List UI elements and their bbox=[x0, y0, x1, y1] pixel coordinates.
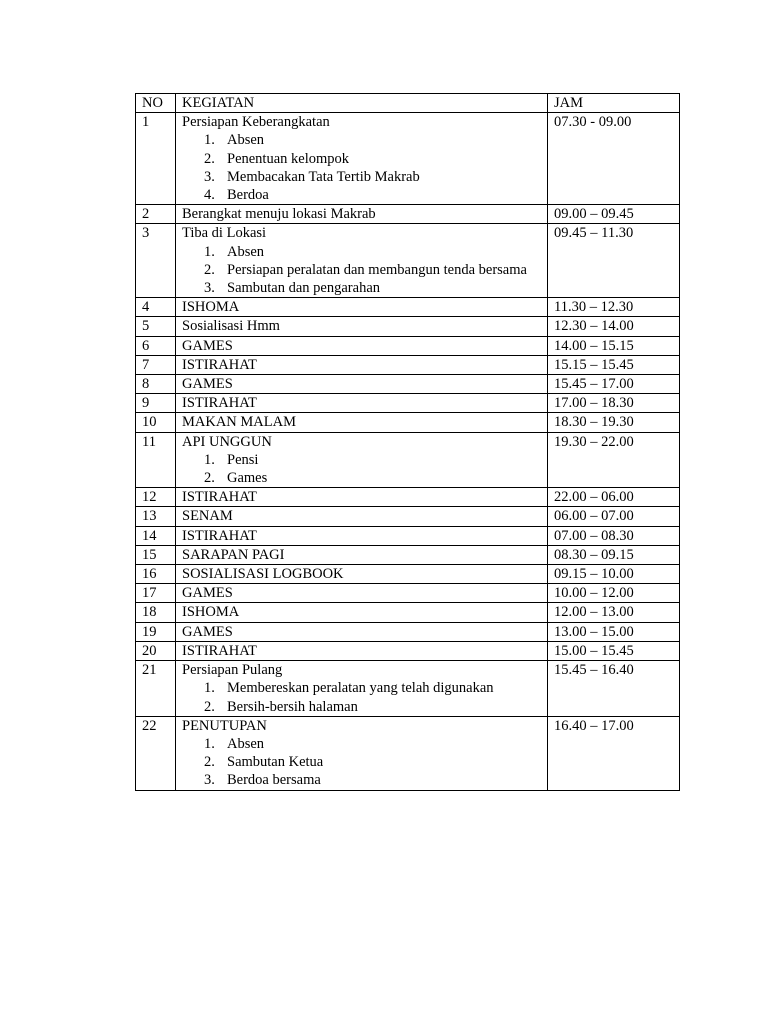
schedule-table bbox=[135, 93, 680, 791]
list-item bbox=[182, 469, 541, 487]
row-number: 16 bbox=[136, 565, 176, 584]
table-row bbox=[136, 355, 680, 374]
time-cell: 15.00 – 15.45 bbox=[548, 641, 680, 660]
table-row bbox=[136, 394, 680, 413]
activity-title: GAMES bbox=[182, 376, 233, 393]
list-item bbox=[182, 451, 541, 469]
table-row bbox=[136, 298, 680, 317]
table-row bbox=[136, 317, 680, 336]
list-item bbox=[182, 679, 541, 697]
row-number: 17 bbox=[136, 584, 176, 603]
activity-title: Sosialisasi Hmm bbox=[182, 318, 280, 335]
list-item-text: Membacakan Tata Tertib Makrab bbox=[227, 168, 420, 185]
table-row bbox=[136, 565, 680, 584]
list-item-text: Persiapan peralatan dan membangun tenda bersama bbox=[227, 261, 527, 278]
activity-title: Tiba di Lokasi bbox=[182, 225, 267, 242]
activity-cell bbox=[176, 375, 548, 394]
time-cell: 06.00 – 07.00 bbox=[548, 507, 680, 526]
activity-title: ISTIRAHAT bbox=[182, 527, 257, 544]
activity-title: ISTIRAHAT bbox=[182, 395, 257, 412]
time-cell: 08.30 – 09.15 bbox=[548, 545, 680, 564]
table-row bbox=[136, 432, 680, 488]
list-item-number: 1. bbox=[204, 451, 215, 468]
row-number: 22 bbox=[136, 716, 176, 790]
list-item-text: Absen bbox=[227, 243, 265, 260]
table-row bbox=[136, 375, 680, 394]
table-row bbox=[136, 584, 680, 603]
row-number: 3 bbox=[136, 224, 176, 298]
list-item-number: 3. bbox=[204, 280, 215, 297]
activity-title: Persiapan Pulang bbox=[182, 662, 283, 679]
table-row bbox=[136, 526, 680, 545]
activity-cell bbox=[176, 205, 548, 224]
row-number: 13 bbox=[136, 507, 176, 526]
list-item-number: 3. bbox=[204, 168, 215, 185]
list-item-text: Sambutan Ketua bbox=[227, 754, 324, 771]
activity-title: SOSIALISASI LOGBOOK bbox=[182, 566, 344, 583]
activity-title: ISTIRAHAT bbox=[182, 489, 257, 506]
activity-title: ISHOMA bbox=[182, 299, 240, 316]
activity-cell bbox=[176, 507, 548, 526]
time-cell: 18.30 – 19.30 bbox=[548, 413, 680, 432]
table-row bbox=[136, 661, 680, 717]
table-header bbox=[136, 94, 680, 113]
activity-sublist bbox=[182, 679, 541, 715]
list-item-text: Berdoa bersama bbox=[227, 772, 321, 789]
table-row bbox=[136, 622, 680, 641]
list-item-text: Berdoa bbox=[227, 187, 269, 204]
activity-cell bbox=[176, 584, 548, 603]
activity-cell bbox=[176, 565, 548, 584]
activity-cell bbox=[176, 394, 548, 413]
time-cell: 15.15 – 15.45 bbox=[548, 355, 680, 374]
list-item-number: 3. bbox=[204, 772, 215, 789]
activity-title: ISTIRAHAT bbox=[182, 356, 257, 373]
list-item-number: 1. bbox=[204, 132, 215, 149]
list-item-text: Sambutan dan pengarahan bbox=[227, 280, 381, 297]
activity-cell bbox=[176, 526, 548, 545]
list-item-number: 1. bbox=[204, 243, 215, 260]
row-number: 6 bbox=[136, 336, 176, 355]
list-item-number: 2. bbox=[204, 150, 215, 167]
list-item-number: 2. bbox=[204, 261, 215, 278]
row-number: 8 bbox=[136, 375, 176, 394]
activity-title: GAMES bbox=[182, 623, 233, 640]
activity-title: GAMES bbox=[182, 585, 233, 602]
table-row bbox=[136, 603, 680, 622]
header-no: NO bbox=[136, 94, 176, 113]
time-cell: 17.00 – 18.30 bbox=[548, 394, 680, 413]
activity-title: API UNGGUN bbox=[182, 433, 272, 450]
activity-title: GAMES bbox=[182, 337, 233, 354]
time-cell: 09.45 – 11.30 bbox=[548, 224, 680, 298]
list-item bbox=[182, 735, 541, 753]
time-cell: 13.00 – 15.00 bbox=[548, 622, 680, 641]
table-row bbox=[136, 205, 680, 224]
list-item bbox=[182, 186, 541, 204]
row-number: 7 bbox=[136, 355, 176, 374]
activity-title: PENUTUPAN bbox=[182, 717, 267, 734]
time-cell: 15.45 – 17.00 bbox=[548, 375, 680, 394]
table-row bbox=[136, 716, 680, 790]
list-item-text: Absen bbox=[227, 735, 265, 752]
list-item bbox=[182, 150, 541, 168]
activity-title: MAKAN MALAM bbox=[182, 414, 296, 431]
activity-cell bbox=[176, 355, 548, 374]
table-row bbox=[136, 488, 680, 507]
list-item-number: 1. bbox=[204, 680, 215, 697]
list-item-text: Pensi bbox=[227, 451, 259, 468]
row-number: 20 bbox=[136, 641, 176, 660]
list-item-text: Games bbox=[227, 470, 268, 487]
time-cell: 16.40 – 17.00 bbox=[548, 716, 680, 790]
list-item bbox=[182, 753, 541, 771]
time-cell: 15.45 – 16.40 bbox=[548, 661, 680, 717]
time-cell: 14.00 – 15.15 bbox=[548, 336, 680, 355]
row-number: 10 bbox=[136, 413, 176, 432]
list-item bbox=[182, 698, 541, 716]
table-row bbox=[136, 641, 680, 660]
list-item bbox=[182, 243, 541, 261]
activity-sublist bbox=[182, 735, 541, 790]
row-number: 21 bbox=[136, 661, 176, 717]
header-kegiatan: KEGIATAN bbox=[176, 94, 548, 113]
row-number: 19 bbox=[136, 622, 176, 641]
activity-sublist bbox=[182, 131, 541, 204]
table-body bbox=[136, 113, 680, 790]
activity-cell bbox=[176, 413, 548, 432]
activity-title: ISHOMA bbox=[182, 604, 240, 621]
time-cell: 22.00 – 06.00 bbox=[548, 488, 680, 507]
time-cell: 07.30 - 09.00 bbox=[548, 113, 680, 205]
activity-cell bbox=[176, 432, 548, 488]
list-item-number: 2. bbox=[204, 754, 215, 771]
time-cell: 11.30 – 12.30 bbox=[548, 298, 680, 317]
row-number: 1 bbox=[136, 113, 176, 205]
table-row bbox=[136, 413, 680, 432]
list-item bbox=[182, 261, 541, 279]
row-number: 15 bbox=[136, 545, 176, 564]
activity-title: Persiapan Keberangkatan bbox=[182, 114, 330, 131]
table-row bbox=[136, 545, 680, 564]
activity-cell bbox=[176, 603, 548, 622]
time-cell: 09.00 – 09.45 bbox=[548, 205, 680, 224]
list-item-text: Absen bbox=[227, 132, 265, 149]
activity-title: SARAPAN PAGI bbox=[182, 546, 285, 563]
row-number: 18 bbox=[136, 603, 176, 622]
time-cell: 10.00 – 12.00 bbox=[548, 584, 680, 603]
activity-cell bbox=[176, 545, 548, 564]
table-row bbox=[136, 336, 680, 355]
time-cell: 09.15 – 10.00 bbox=[548, 565, 680, 584]
list-item bbox=[182, 279, 541, 297]
table-row bbox=[136, 113, 680, 205]
row-number: 12 bbox=[136, 488, 176, 507]
table-row bbox=[136, 507, 680, 526]
time-cell: 07.00 – 08.30 bbox=[548, 526, 680, 545]
activity-title: Berangkat menuju lokasi Makrab bbox=[182, 206, 376, 223]
activity-cell bbox=[176, 716, 548, 790]
activity-cell bbox=[176, 622, 548, 641]
time-cell: 12.00 – 13.00 bbox=[548, 603, 680, 622]
time-cell: 19.30 – 22.00 bbox=[548, 432, 680, 488]
time-cell: 12.30 – 14.00 bbox=[548, 317, 680, 336]
header-row bbox=[136, 94, 680, 113]
row-number: 2 bbox=[136, 205, 176, 224]
table-row bbox=[136, 224, 680, 298]
row-number: 5 bbox=[136, 317, 176, 336]
activity-sublist bbox=[182, 243, 541, 298]
row-number: 4 bbox=[136, 298, 176, 317]
row-number: 9 bbox=[136, 394, 176, 413]
list-item-text: Bersih-bersih halaman bbox=[227, 698, 358, 715]
header-jam: JAM bbox=[548, 94, 680, 113]
activity-cell bbox=[176, 641, 548, 660]
activity-cell bbox=[176, 224, 548, 298]
activity-cell bbox=[176, 488, 548, 507]
activity-title: SENAM bbox=[182, 508, 233, 525]
list-item-number: 2. bbox=[204, 698, 215, 715]
activity-title: ISTIRAHAT bbox=[182, 642, 257, 659]
activity-cell bbox=[176, 336, 548, 355]
list-item-text: Membereskan peralatan yang telah digunakan bbox=[227, 680, 494, 697]
list-item bbox=[182, 771, 541, 789]
list-item-number: 2. bbox=[204, 470, 215, 487]
list-item-text: Penentuan kelompok bbox=[227, 150, 350, 167]
activity-cell bbox=[176, 298, 548, 317]
activity-cell bbox=[176, 317, 548, 336]
list-item bbox=[182, 168, 541, 186]
list-item-number: 4. bbox=[204, 187, 215, 204]
activity-cell bbox=[176, 113, 548, 205]
row-number: 14 bbox=[136, 526, 176, 545]
activity-cell bbox=[176, 661, 548, 717]
list-item bbox=[182, 131, 541, 149]
row-number: 11 bbox=[136, 432, 176, 488]
list-item-number: 1. bbox=[204, 735, 215, 752]
activity-sublist bbox=[182, 451, 541, 487]
